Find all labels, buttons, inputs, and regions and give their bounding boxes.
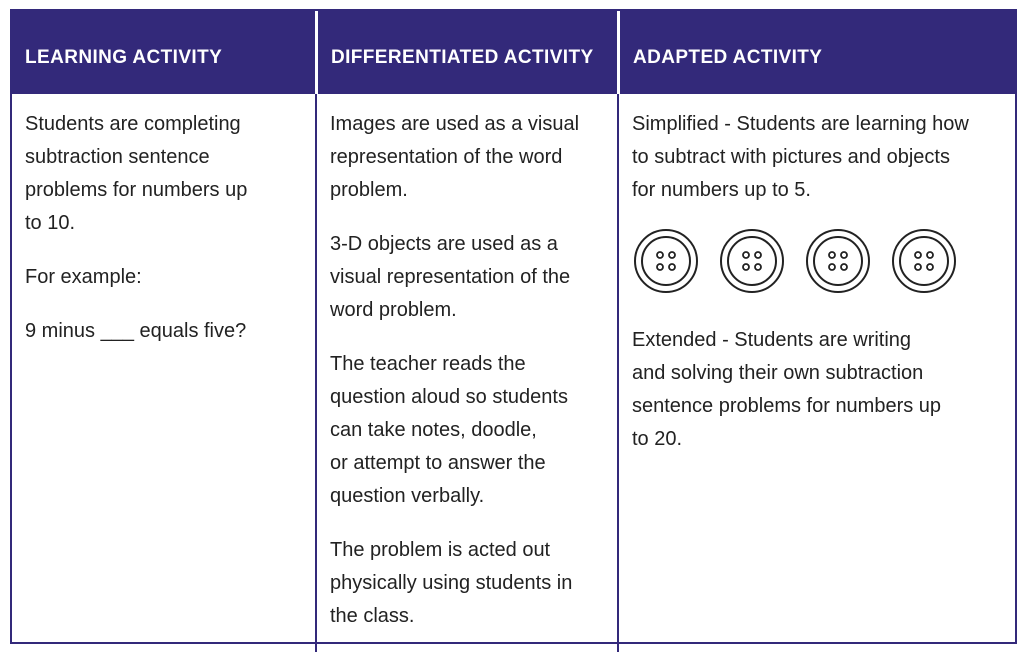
differentiated-item-read-aloud: The teacher reads the question aloud so students can take notes, doodle, or attempt to answer the question verbally. [330,353,568,507]
adapted-extended: Extended - Students are writing and solving their own subtraction sentence problems for numbers up to 20. [632,329,942,450]
example-problem: 9 minus ___ equals five? [25,320,247,342]
learning-activity-cell [12,94,315,652]
button-icon [805,228,871,294]
header-adapted-activity: ADAPTED ACTIVITY [617,11,1015,94]
adapted-simplified: Simplified - Students are learning how to subtract with pictures and objects for numbers up to 5. [632,113,969,201]
header-differentiated-activity: DIFFERENTIATED ACTIVITY [315,11,617,94]
differentiated-item-3d-objects: 3-D objects are used as a visual representation of the word problem. [330,233,571,321]
differentiated-item-acted-out: The problem is acted out physically using students in the class. [330,539,573,627]
differentiated-activity-cell [315,94,617,652]
example-label: For example: [25,266,142,288]
button-icon [719,228,785,294]
button-icon [633,228,699,294]
differentiated-item-images: Images are used as a visual representation of the word problem. [330,113,580,201]
activity-table [10,9,1017,644]
header-learning-activity: LEARNING ACTIVITY [12,11,315,94]
learning-description: Students are completing subtraction sentence problems for numbers up to 10. [25,113,248,234]
adapted-activity-cell [617,94,1015,652]
button-icon [891,228,957,294]
button-icons-row [632,228,1002,294]
